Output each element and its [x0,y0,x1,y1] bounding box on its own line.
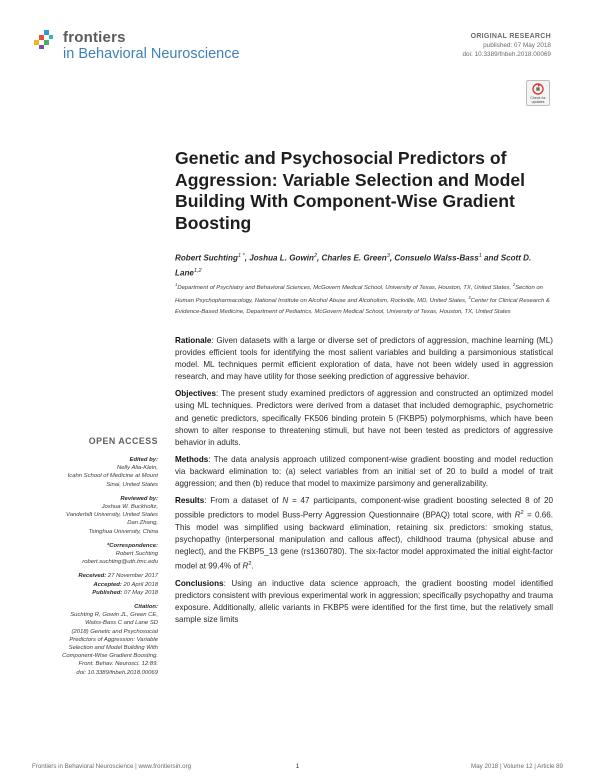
author-name[interactable]: Joshua L. Gowin [249,253,314,263]
journal-name: in Behavioral Neuroscience [63,46,240,62]
abstract-rationale: Rationale: Given datasets with a large or diverse set of predictors of aggression, machine learning (ML) provides efficient tools for identifying the most salient variables and building a parsimonious statistical model. ML techniques permit efficient exploration of data, have not been widely used in aggression research, and may have utility for those seeking prediction of aggressive behavior. [175,336,553,382]
abstract-objectives: Objectives: The present study examined predictors of aggression and constructed an optimized model using ML techniques. Predictors were derived from a dataset that included demographic, psychometric and genetic predictors, specifically FK506 binding protein 5 (FKBP5) polymorphisms, which have been shown to alter response to threatening stimuli, but have not been tested as predictors of aggressive behavior in adults. [175,389,553,447]
footer-issue-info: May 2018 | Volume 12 | Article 89 [471,763,563,770]
received-date: 27 November 2017 [107,573,158,580]
author-list: Robert Suchting$^{1 *}$, Joshua L. Gowin$^2$, Charles E. Green$^3$, Consuelo Walss-Bass$^1$ and Scott D. Lane$^{1,2}$ [175,253,532,278]
reviewed-by: Reviewed by: Joshua W. Buckholtz, Vanderbilt University, United States Dan Zhang, Tsinghua University, China [66,495,158,535]
author-affil-sup: 2 [313,253,318,259]
abstract-results: Results: From a dataset of N = 47 participants, component-wise gradient boosting selected 8 of 20 possible predictors to model Buss-Perry Aggression Questionnaire (BPAQ) total score, with $R^2 = 0.66$. This model was simplified using backward elimination, retaining six predictors: smoking status, psychopathy (interpersonal manipulation and callous affect), childhood trauma (physical abuse and neglect), and the FKBP5_13 gene (rs1360780). The six-factor model approximated the initial eight-factor model at 99.4% of $R^2$. [175,496,553,571]
brand-name: frontiers [63,29,126,46]
citation: Citation: Suchting R, Gowin JL, Green CE, Walss-Bass C and Lane SD (2018) Genetic and Psychosocial Predictors of Aggression: Variable Selection and Model Building With Component-Wise Gradient Boosting. Front. Behav. Neurosci. 12:89. doi: 10.3389/fnbeh.2018.00069 [40,603,158,677]
citation-doi[interactable]: doi: 10.3389/fnbeh.2018.00069 [76,669,158,676]
accepted-date: 20 April 2018 [123,581,158,588]
author-name[interactable]: Robert Suchting [175,253,238,263]
author-affil-sup: 1 [478,253,482,259]
correspondence-email[interactable]: robert.suchting@uth.tmc.edu [82,559,158,566]
author-affil-sup: 3 [386,253,390,259]
author-name[interactable]: Charles E. Green [321,253,387,263]
article-title: Genetic and Psychosocial Predictors of Aggression: Variable Selection and Model Building With Component-Wise Gradient Boosting [175,148,526,233]
affiliation-1: Department of Psychiatry and Behavioral Sciences, McGovern Medical School, University of Texas, Houston, TX, United States, [177,284,512,291]
section-heading: Conclusions [175,579,224,589]
abstract-conclusions: Conclusions: Using an inductive data science approach, the gradient boosting model identified predictors consistent with previous experimental work in aggression; specifically psychopathy and trauma exposure. Additionally, allelic variants in FKBP5 were identified for the first time, but the relatively small sample size limits [175,579,553,625]
section-heading: Results [175,496,205,506]
abstract [175,335,553,631]
page-footer [32,763,563,773]
page-number: 1 [295,763,300,770]
article-dates: Received: 27 November 2017 Accepted: 20 April 2018 Published: 07 May 2018 [78,573,158,596]
published-date: published: 07 May 2018 [483,42,551,49]
article-type: ORIGINAL RESEARCH [470,33,551,40]
check-for-updates-label: Check for updates [530,96,546,104]
author-affil-sup: 1,2 [193,267,202,274]
frontiers-logo-icon [32,26,60,50]
author-name[interactable]: Scott D. Lane [175,253,532,278]
doi-link[interactable]: doi: 10.3389/fnbeh.2018.00069 [462,51,551,58]
section-heading: Rationale [175,336,212,345]
affiliations: $^1$Department of Psychiatry and Behavioral Sciences, McGovern Medical School, University of Texas, Houston, TX, United States, $^2$Section on Human Psychopharmacology, National Institute on Alcohol Abuse and Alcoholism, Rockville, MD, United States, $^3$Center for Clinical Research & Evidence-Based Medicine, Department of Pediatrics, McGovern Medical School, University of Texas, Houston, TX, United States [175,282,550,315]
section-heading: Objectives [175,389,216,399]
refresh-icon [532,83,544,95]
article-sidebar [40,436,158,683]
affiliation-3: Center for Clinical Research & Evidence-Based Medicine, Department of Pediatrics, McGovern Medical School, University of Texas, Houston, TX, United States [175,298,550,315]
affiliation-2: Section on Human Psychopharmacology, National Institute on Alcohol Abuse and Alcoholism, Rockville, MD, United States, [175,284,543,305]
edited-by: Edited by: Nelly Alia-Klein, Icahn School of Medicine at Mount Sinai, United States [67,457,158,488]
open-access-label: OPEN ACCESS [88,436,158,446]
abstract-methods: Methods: The data analysis approach utilized component-wise gradient boosting and model reduction via backward elimination to: (a) select variables from an initial set of 20 to build a model of trait aggression; and then (b) reduce that model to maximize parsimony and generalizability. [175,454,553,489]
journal-logo[interactable] [32,26,252,66]
author-affil-sup: 1 * [237,253,245,259]
section-heading: Methods [175,454,209,464]
author-name[interactable]: Consuelo Walss-Bass [394,253,479,263]
footer-journal-link[interactable]: Frontiers in Behavioral Neuroscience | www.frontiersin.org [32,763,192,770]
published-date-sidebar: 07 May 2018 [123,589,158,596]
article-meta [463,32,552,59]
correspondence: *Correspondence: Robert Suchting robert.suchting@uth.tmc.edu [40,542,158,567]
check-for-updates-button[interactable] [526,80,550,106]
